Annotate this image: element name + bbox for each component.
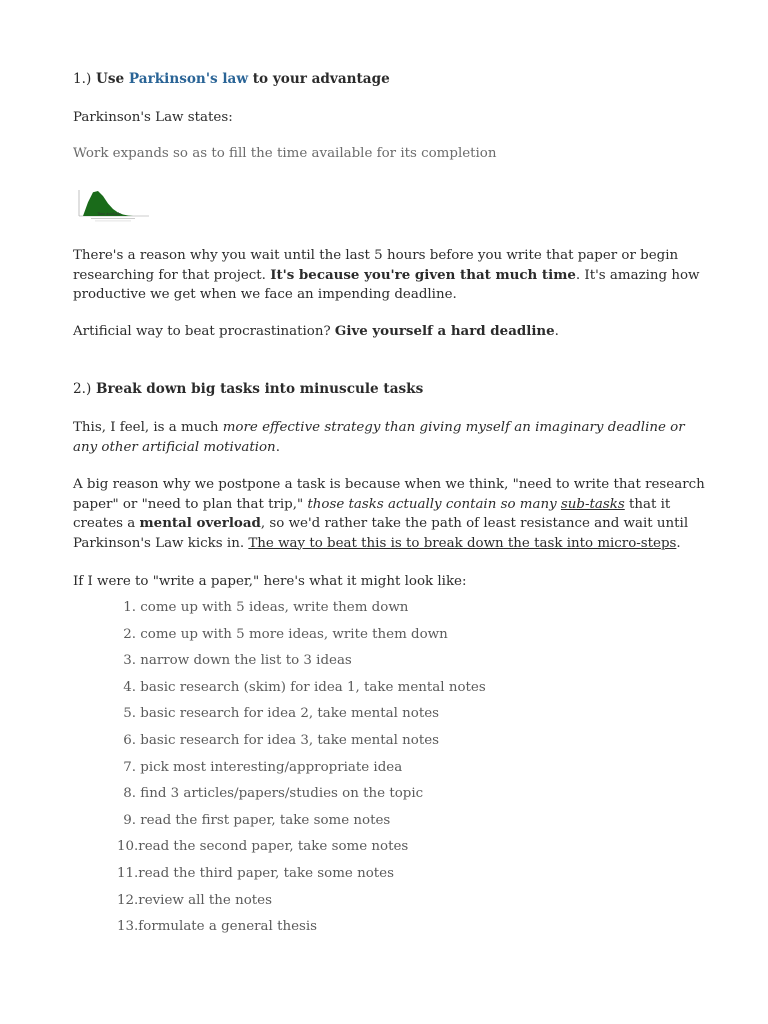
section2-paragraph-1 (73, 418, 713, 457)
list-item (117, 811, 486, 838)
underlined-phrase: The way to beat this is to break down the task into micro-steps (248, 535, 677, 551)
para-text: There's a reason why you wait until the last 5 hours before you write that paper or begin researching for that project. (73, 248, 679, 283)
list-item-number: 5. (123, 706, 136, 722)
para-text: . (275, 439, 280, 455)
bold-phrase: Give yourself a hard deadline (334, 323, 555, 339)
parkinsons-law-link[interactable]: Parkinson's law (128, 71, 249, 87)
list-item-number: 7. (123, 759, 136, 775)
section2-number: 2.) (73, 381, 92, 397)
sub-tasks-link[interactable]: sub-tasks (560, 496, 625, 512)
list-item-number: 8. (123, 786, 136, 802)
para-text: A big reason why we postpone a task is because when we think, "need to write that research paper" or "need to plan that trip," (73, 477, 705, 512)
list-item-text: read the first paper, take some notes (140, 812, 391, 828)
list-item-number: 3. (123, 653, 136, 669)
section1-paragraph-2 (73, 322, 713, 342)
list-item-text: find 3 articles/papers/studies on the topic (140, 786, 424, 802)
bold-phrase: It's because you're given that much time (270, 266, 576, 283)
list-item (117, 731, 486, 758)
list-item-number: 11. (117, 865, 139, 881)
list-item-number: 12. (117, 892, 139, 908)
list-item-text: basic research for idea 3, take mental notes (140, 732, 440, 748)
list-item (117, 598, 486, 625)
chart-caption-line (95, 221, 131, 222)
list-item-number: 6. (123, 732, 136, 748)
list-item-text: read the second paper, take some notes (138, 839, 409, 855)
list-item (117, 625, 486, 652)
list-item-text: come up with 5 more ideas, write them down (140, 626, 448, 642)
list-item-text: formulate a general thesis (138, 919, 318, 935)
list-item (117, 864, 486, 891)
list-item (117, 758, 486, 785)
law-intro: Parkinson's Law states: (73, 110, 233, 125)
list-item-text: pick most interesting/appropriate idea (140, 759, 403, 775)
section1-heading (73, 70, 713, 90)
list-intro: If I were to "write a paper," here's what it might look like: (73, 574, 467, 589)
list-item-number: 1. (123, 600, 136, 615)
list-item-number: 2. (123, 626, 136, 642)
para-text: . It's amazing how productive we get when we face an impending deadline. (73, 267, 700, 302)
parkinsons-law-chart (73, 188, 153, 224)
list-item (117, 891, 486, 918)
para-text: that it creates a (73, 496, 671, 531)
list-item-text: basic research for idea 2, take mental notes (140, 706, 440, 722)
section2-paragraph-2 (73, 475, 713, 553)
list-item-text: basic research (skim) for idea 1, take mental notes (140, 679, 486, 695)
para-text: , so we'd rather take the path of least resistance and wait until Parkinson's Law kicks in. (73, 516, 689, 551)
list-item-number: 4. (123, 679, 136, 695)
chart-caption-line (91, 218, 135, 219)
italic-phrase: those tasks actually contain so many (307, 496, 557, 512)
list-item (117, 704, 486, 731)
section1-paragraph-1 (73, 246, 713, 305)
section1-heading-post: to your advantage (252, 71, 390, 87)
list-item (117, 678, 486, 705)
section1-number: 1.) (73, 71, 92, 87)
list-item-number: 9. (123, 812, 136, 828)
list-item-number: 13. (117, 919, 139, 935)
law-quote: Work expands so as to fill the time available for its completion (73, 146, 497, 161)
list-item-number: 10. (117, 839, 139, 855)
italic-phrase: more effective strategy than giving myself an imaginary deadline or any other artificial motivation (73, 420, 685, 455)
chart-title: Time Available (97, 212, 121, 216)
section1-heading-pre: Use (96, 71, 125, 87)
list-item (117, 917, 486, 944)
list-item (117, 784, 486, 811)
list-item-text: review all the notes (138, 892, 272, 908)
para-text: Artificial way to beat procrastination? (73, 324, 331, 339)
bold-phrase: mental overload (139, 515, 261, 531)
list-item (117, 651, 486, 678)
list-item-text: narrow down the list to 3 ideas (140, 653, 352, 669)
para-text: . (676, 535, 681, 551)
section2-heading (73, 380, 713, 400)
para-text: This, I feel, is a much (73, 420, 219, 435)
section2-heading-text: Break down big tasks into minuscule tasks (96, 381, 424, 397)
steps-list (117, 598, 486, 944)
para-text: . (554, 324, 559, 339)
list-item (117, 837, 486, 864)
list-item-text: read the third paper, take some notes (138, 865, 394, 881)
list-item-text: come up with 5 ideas, write them down (140, 600, 409, 615)
